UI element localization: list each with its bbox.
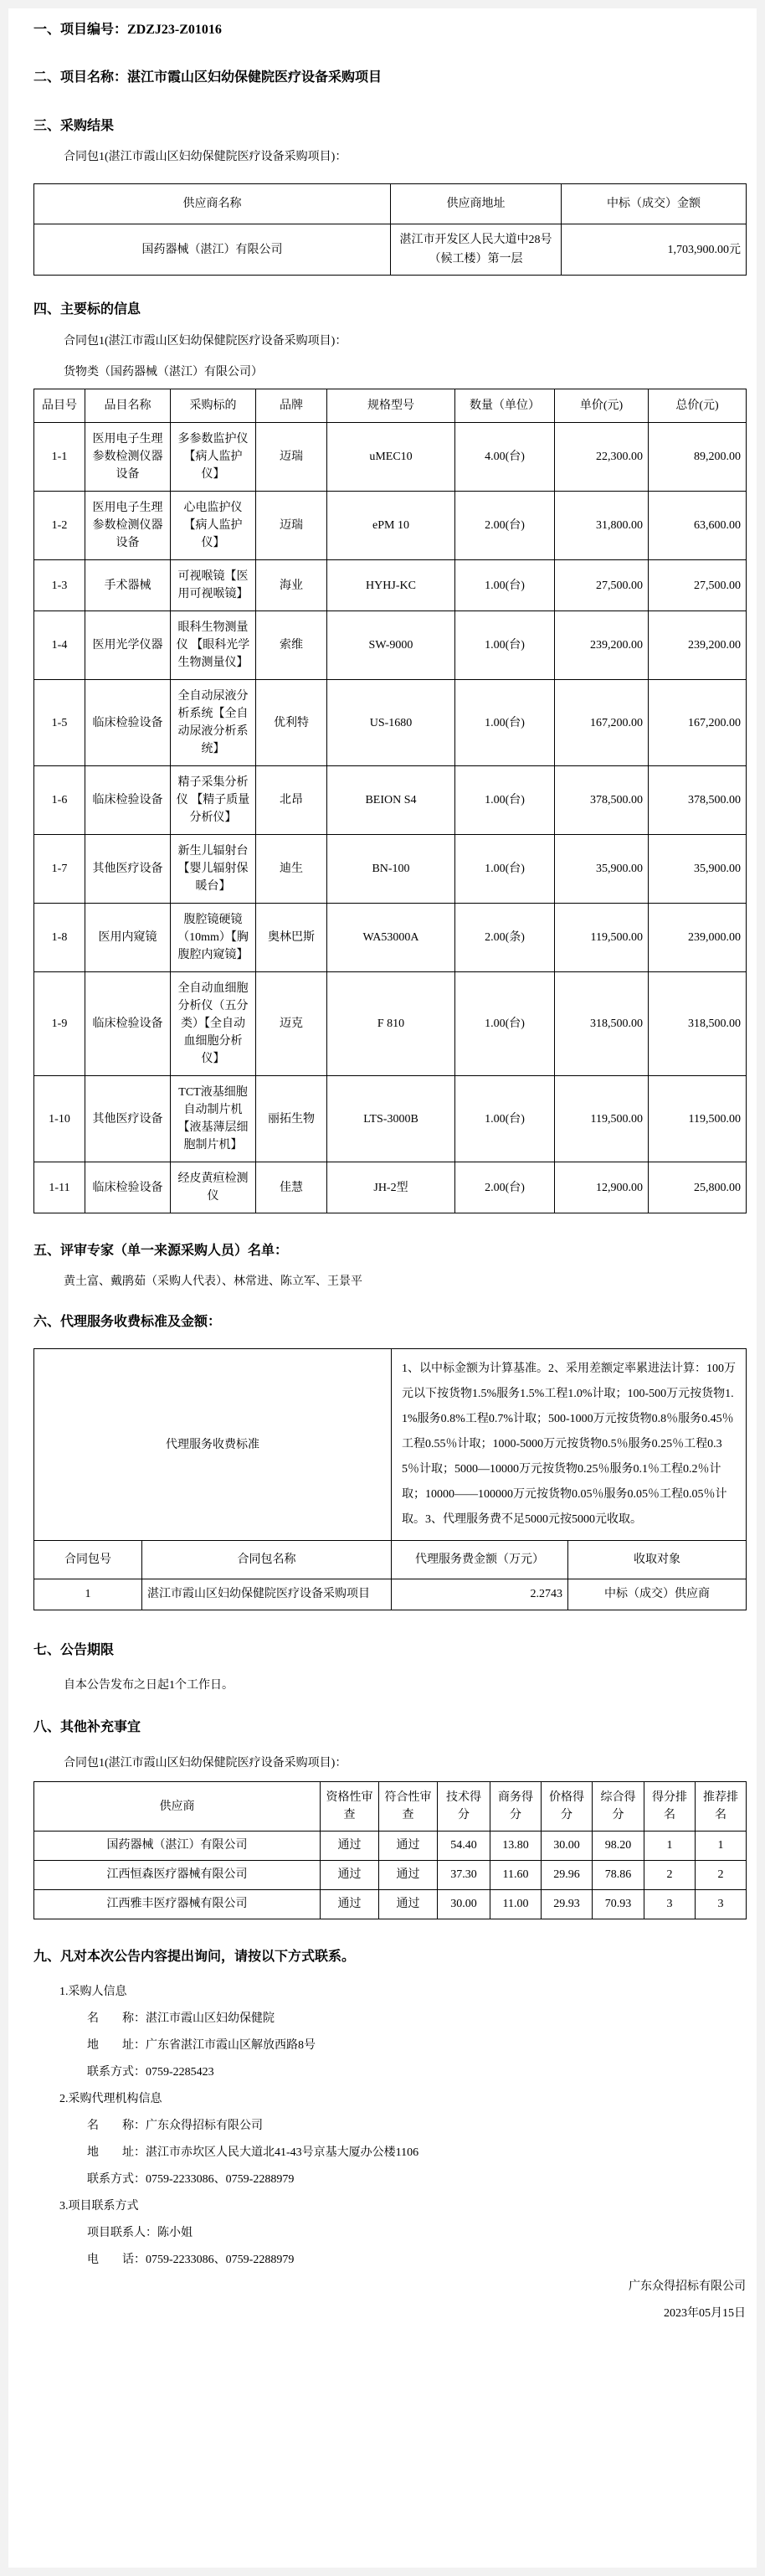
table-header-cell: 总价(元) bbox=[649, 389, 747, 423]
table-cell: 89,200.00 bbox=[649, 423, 747, 492]
contact-section bbox=[33, 1979, 746, 2274]
table-cell: 医用光学仪器 bbox=[85, 611, 171, 680]
table-row bbox=[34, 492, 747, 560]
score-table-header bbox=[34, 1782, 747, 1832]
table-cell: 通过 bbox=[321, 1861, 379, 1890]
table-cell: 1-7 bbox=[34, 835, 85, 904]
section-project-number-heading: 一、项目编号：ZDZJ23-Z01016 bbox=[33, 23, 222, 37]
table-header-cell: 中标（成交）金额 bbox=[562, 184, 747, 224]
table-cell: 12,900.00 bbox=[555, 1162, 649, 1213]
table-cell: 29.96 bbox=[542, 1861, 593, 1890]
table-header-cell: 供应商 bbox=[34, 1782, 321, 1832]
table-row bbox=[34, 184, 747, 224]
table-cell: 国药器械（湛江）有限公司 bbox=[34, 1832, 321, 1861]
table-cell: 70.93 bbox=[593, 1890, 644, 1919]
table-cell: 手术器械 bbox=[85, 560, 171, 611]
table-cell: 湛江市霞山区妇幼保健院医疗设备采购项目 bbox=[142, 1579, 392, 1610]
table-cell: 1 bbox=[644, 1832, 696, 1861]
purchaser-name-label: 名 称： bbox=[87, 2012, 146, 2025]
table-cell: 临床检验设备 bbox=[85, 766, 171, 835]
score-table-body bbox=[34, 1832, 747, 1919]
agency-contact-label: 联系方式： bbox=[87, 2173, 146, 2186]
table-cell: 119,500.00 bbox=[555, 1076, 649, 1162]
purchaser-address-line bbox=[33, 2032, 746, 2059]
table-cell: 腹腔镜硬镜（10mm）【胸腹腔内窥镜】 bbox=[171, 904, 256, 972]
table-header-cell: 品目名称 bbox=[85, 389, 171, 423]
table-cell: 1-4 bbox=[34, 611, 85, 680]
table-cell: 其他医疗设备 bbox=[85, 835, 171, 904]
table-cell: 1-11 bbox=[34, 1162, 85, 1213]
announcement-period-text: 自本公告发布之日起1个工作日。 bbox=[64, 1679, 234, 1692]
table-cell: 全自动尿液分析系统【全自动尿液分析系统】 bbox=[171, 680, 256, 766]
table-cell: 167,200.00 bbox=[555, 680, 649, 766]
project-person-value: 陈小姐 bbox=[157, 2227, 193, 2239]
table-header-cell: 商务得分 bbox=[490, 1782, 542, 1832]
purchaser-contact-line bbox=[33, 2059, 746, 2086]
table-cell: 30.00 bbox=[438, 1890, 490, 1919]
section-experts-heading: 五、评审专家（单一来源采购人员）名单： bbox=[33, 1244, 289, 1258]
table-row bbox=[34, 766, 747, 835]
table-cell: 2.2743 bbox=[392, 1579, 568, 1610]
table-cell: 迪生 bbox=[256, 835, 327, 904]
table-row bbox=[34, 904, 747, 972]
table-cell: 1-3 bbox=[34, 560, 85, 611]
table-row bbox=[34, 1076, 747, 1162]
table-cell: 98.20 bbox=[593, 1832, 644, 1861]
table-cell: 奥林巴斯 bbox=[256, 904, 327, 972]
table-cell: 2.00(台) bbox=[455, 1162, 555, 1213]
table-cell: 医用内窥镜 bbox=[85, 904, 171, 972]
table-cell: 29.93 bbox=[542, 1890, 593, 1919]
table-cell: 临床检验设备 bbox=[85, 680, 171, 766]
fee-standard-text: 1、以中标金额为计算基准。2、采用差额定率累进法计算：100万元以下按货物1.5%服务1.5%工程1.0%计取；100-500万元按货物1.1%服务0.8%工程0.7%计取；500-1000万元按货物0.8％服务0.45％工程0.55％计取；1000-5000万元按货物0.5％服务0.25％工程0.35％计取；5000—10000万元按货物0.25％服务0.1％工程0.2％计取；10000——100000万元按货物0.05％服务0.05％工程0.05％计取。3、代理服务费不足5000元按5000元收取。 bbox=[392, 1349, 747, 1541]
table-header-cell: 采购标的 bbox=[171, 389, 256, 423]
table-cell: 1.00(台) bbox=[455, 972, 555, 1076]
project-phone-value: 0759-2233086、0759-2288979 bbox=[146, 2254, 295, 2266]
table-row bbox=[34, 1890, 747, 1919]
agency-address-line bbox=[33, 2140, 746, 2166]
table-cell: 精子采集分析仪 【精子质量分析仪】 bbox=[171, 766, 256, 835]
agency-name-value: 广东众得招标有限公司 bbox=[146, 2120, 263, 2132]
table-cell: 1-10 bbox=[34, 1076, 85, 1162]
purchaser-info-title: 1.采购人信息 bbox=[59, 1986, 127, 1998]
table-cell: 4.00(台) bbox=[455, 423, 555, 492]
table-cell: 1.00(台) bbox=[455, 766, 555, 835]
table-cell: 1,703,900.00元 bbox=[562, 224, 747, 276]
fee-standard-row bbox=[34, 1349, 747, 1541]
announcement-page bbox=[8, 8, 757, 2568]
table-row bbox=[34, 1861, 747, 1890]
table-header-cell: 数量（单位） bbox=[455, 389, 555, 423]
signature-date: 2023年05月15日 bbox=[664, 2307, 746, 2320]
table-cell: 临床检验设备 bbox=[85, 972, 171, 1076]
table-cell: 1-8 bbox=[34, 904, 85, 972]
table-cell: 1.00(台) bbox=[455, 835, 555, 904]
table-cell: 1.00(台) bbox=[455, 560, 555, 611]
items-table-body bbox=[34, 423, 747, 1213]
table-header-cell: 单价(元) bbox=[555, 389, 649, 423]
section-announcement-period-heading: 七、公告期限 bbox=[33, 1643, 115, 1657]
table-cell: 新生儿辐射台 【婴儿辐射保暖台】 bbox=[171, 835, 256, 904]
fee-table-body bbox=[34, 1579, 747, 1610]
project-person-label: 项目联系人： bbox=[87, 2227, 157, 2239]
section-procurement-result-heading: 三、采购结果 bbox=[33, 119, 115, 133]
purchaser-name-line bbox=[33, 2006, 746, 2032]
table-cell: 1-6 bbox=[34, 766, 85, 835]
agency-contact-value: 0759-2233086、0759-2288979 bbox=[146, 2173, 295, 2186]
agency-info-title: 2.采购代理机构信息 bbox=[59, 2093, 162, 2105]
table-row bbox=[34, 224, 747, 276]
table-cell: 中标（成交）供应商 bbox=[568, 1579, 747, 1610]
supplier-score-table bbox=[33, 1781, 747, 1919]
table-header-cell: 技术得分 bbox=[438, 1782, 490, 1832]
table-cell: BN-100 bbox=[327, 835, 455, 904]
table-cell: 医用电子生理参数检测仪器设备 bbox=[85, 423, 171, 492]
table-cell: 迈瑞 bbox=[256, 423, 327, 492]
table-cell: 多参数监护仪 【病人监护仪】 bbox=[171, 423, 256, 492]
table-cell: 江西恒森医疗器械有限公司 bbox=[34, 1861, 321, 1890]
table-cell: 31,800.00 bbox=[555, 492, 649, 560]
table-cell: 2.00(条) bbox=[455, 904, 555, 972]
table-cell: 11.60 bbox=[490, 1861, 542, 1890]
project-phone-line bbox=[33, 2247, 746, 2274]
table-header-cell: 得分排名 bbox=[644, 1782, 696, 1832]
table-cell: 318,500.00 bbox=[555, 972, 649, 1076]
table-cell: 全自动血细胞分析仪（五分类）【全自动血细胞分析仪】 bbox=[171, 972, 256, 1076]
agency-name-line bbox=[33, 2113, 746, 2140]
table-header-cell: 合同包名称 bbox=[142, 1541, 392, 1579]
table-cell: 通过 bbox=[321, 1832, 379, 1861]
table-row bbox=[34, 680, 747, 766]
table-row bbox=[34, 1162, 747, 1213]
signature-block bbox=[33, 2274, 746, 2327]
table-cell: 通过 bbox=[321, 1890, 379, 1919]
table-cell: 239,200.00 bbox=[555, 611, 649, 680]
table-header-cell: 符合性审查 bbox=[379, 1782, 438, 1832]
table-cell: SW-9000 bbox=[327, 611, 455, 680]
table-row bbox=[34, 1832, 747, 1861]
table-cell: 1.00(台) bbox=[455, 680, 555, 766]
table-row bbox=[34, 423, 747, 492]
table-cell: 1-2 bbox=[34, 492, 85, 560]
table-cell: 37.30 bbox=[438, 1861, 490, 1890]
table-row bbox=[34, 389, 747, 423]
table-cell: 心电监护仪【病人监护仪】 bbox=[171, 492, 256, 560]
project-person-line bbox=[33, 2220, 746, 2247]
project-contact-title: 3.项目联系方式 bbox=[59, 2200, 139, 2213]
table-cell: ePM 10 bbox=[327, 492, 455, 560]
table-row bbox=[34, 835, 747, 904]
table-header-cell: 收取对象 bbox=[568, 1541, 747, 1579]
table-row bbox=[34, 972, 747, 1076]
table-cell: 通过 bbox=[379, 1890, 438, 1919]
table-cell: 2 bbox=[696, 1861, 747, 1890]
table-cell: 佳慧 bbox=[256, 1162, 327, 1213]
items-package-line: 合同包1(湛江市霞山区妇幼保健院医疗设备采购项目)： bbox=[64, 335, 347, 348]
table-header-cell: 品牌 bbox=[256, 389, 327, 423]
table-cell: HYHJ-KC bbox=[327, 560, 455, 611]
agency-name-label: 名 称： bbox=[87, 2120, 146, 2132]
table-cell: 海业 bbox=[256, 560, 327, 611]
table-cell: 27,500.00 bbox=[555, 560, 649, 611]
table-cell: 25,800.00 bbox=[649, 1162, 747, 1213]
purchaser-contact-value: 0759-2285423 bbox=[146, 2066, 214, 2079]
result-package-line: 合同包1(湛江市霞山区妇幼保健院医疗设备采购项目)： bbox=[64, 151, 347, 163]
table-cell: 2.00(台) bbox=[455, 492, 555, 560]
table-cell: 其他医疗设备 bbox=[85, 1076, 171, 1162]
table-cell: US-1680 bbox=[327, 680, 455, 766]
section-project-name-heading: 二、项目名称：湛江市霞山区妇幼保健院医疗设备采购项目 bbox=[33, 70, 382, 85]
table-cell: 1-1 bbox=[34, 423, 85, 492]
table-cell: 318,500.00 bbox=[649, 972, 747, 1076]
table-cell: 湛江市开发区人民大道中28号（候工楼）第一层 bbox=[391, 224, 562, 276]
table-header-cell: 代理服务费金额（万元） bbox=[392, 1541, 568, 1579]
items-table bbox=[33, 389, 747, 1213]
table-row bbox=[34, 1782, 747, 1832]
result-table bbox=[33, 183, 747, 276]
table-cell: 医用电子生理参数检测仪器设备 bbox=[85, 492, 171, 560]
table-cell: 1 bbox=[696, 1832, 747, 1861]
table-cell: 通过 bbox=[379, 1861, 438, 1890]
result-table-body bbox=[34, 224, 747, 276]
table-cell: 迈瑞 bbox=[256, 492, 327, 560]
table-cell: TCT液基细胞自动制片机 【液基薄层细胞制片机】 bbox=[171, 1076, 256, 1162]
agency-contact-line bbox=[33, 2166, 746, 2193]
table-cell: 239,000.00 bbox=[649, 904, 747, 972]
purchaser-name-value: 湛江市霞山区妇幼保健院 bbox=[146, 2012, 275, 2025]
section-agency-fee-heading: 六、代理服务收费标准及金额： bbox=[33, 1315, 222, 1329]
table-cell: JH-2型 bbox=[327, 1162, 455, 1213]
purchaser-address-label: 地 址： bbox=[87, 2039, 146, 2052]
table-cell: 11.00 bbox=[490, 1890, 542, 1919]
table-cell: 1-9 bbox=[34, 972, 85, 1076]
experts-list: 黄土富、戴鹃茹（采购人代表）、林常进、陈立军、王景平 bbox=[64, 1275, 362, 1288]
table-cell: 通过 bbox=[379, 1832, 438, 1861]
table-header-cell: 价格得分 bbox=[542, 1782, 593, 1832]
table-cell: 1-5 bbox=[34, 680, 85, 766]
result-table-header bbox=[34, 184, 747, 224]
signature-company: 广东众得招标有限公司 bbox=[629, 2280, 746, 2293]
table-cell: 378,500.00 bbox=[649, 766, 747, 835]
fee-standard-label: 代理服务收费标准 bbox=[34, 1349, 392, 1541]
table-cell: 35,900.00 bbox=[555, 835, 649, 904]
table-header-cell: 品目号 bbox=[34, 389, 85, 423]
table-header-cell: 规格型号 bbox=[327, 389, 455, 423]
table-cell: 1.00(台) bbox=[455, 1076, 555, 1162]
table-row bbox=[34, 1541, 747, 1579]
items-table-header bbox=[34, 389, 747, 423]
table-cell: 119,500.00 bbox=[555, 904, 649, 972]
table-cell: 迈克 bbox=[256, 972, 327, 1076]
table-cell: 临床检验设备 bbox=[85, 1162, 171, 1213]
table-header-cell: 合同包号 bbox=[34, 1541, 142, 1579]
table-cell: 索维 bbox=[256, 611, 327, 680]
agency-fee-table bbox=[33, 1348, 747, 1610]
section-supplement-heading: 八、其他补充事宜 bbox=[33, 1720, 141, 1734]
table-cell: F 810 bbox=[327, 972, 455, 1076]
table-cell: 378,500.00 bbox=[555, 766, 649, 835]
table-cell: 眼科生物测量仪 【眼科光学生物测量仪】 bbox=[171, 611, 256, 680]
table-cell: 30.00 bbox=[542, 1832, 593, 1861]
table-cell: 1 bbox=[34, 1579, 142, 1610]
project-phone-label: 电 话： bbox=[87, 2254, 146, 2266]
table-cell: 国药器械（湛江）有限公司 bbox=[34, 224, 391, 276]
section-contact-heading: 九、凡对本次公告内容提出询问，请按以下方式联系。 bbox=[33, 1950, 356, 1964]
table-cell: 22,300.00 bbox=[555, 423, 649, 492]
table-row bbox=[34, 560, 747, 611]
table-cell: 丽拓生物 bbox=[256, 1076, 327, 1162]
table-header-cell: 推荐排名 bbox=[696, 1782, 747, 1832]
table-cell: 3 bbox=[696, 1890, 747, 1919]
table-cell: 35,900.00 bbox=[649, 835, 747, 904]
table-row bbox=[34, 611, 747, 680]
table-cell: uMEC10 bbox=[327, 423, 455, 492]
agency-address-value: 湛江市赤坎区人民大道北41-43号京基大厦办公楼1106 bbox=[146, 2146, 419, 2159]
purchaser-address-value: 广东省湛江市霞山区解放西路8号 bbox=[146, 2039, 316, 2052]
table-cell: 优利特 bbox=[256, 680, 327, 766]
agency-address-label: 地 址： bbox=[87, 2146, 146, 2159]
table-cell: 江西雅丰医疗器械有限公司 bbox=[34, 1890, 321, 1919]
items-category-line: 货物类（国药器械（湛江）有限公司） bbox=[64, 366, 263, 379]
table-cell: 63,600.00 bbox=[649, 492, 747, 560]
fee-table-header bbox=[34, 1541, 747, 1579]
table-cell: BEION S4 bbox=[327, 766, 455, 835]
table-cell: 13.80 bbox=[490, 1832, 542, 1861]
table-cell: LTS-3000B bbox=[327, 1076, 455, 1162]
table-cell: 经皮黄疸检测仪 bbox=[171, 1162, 256, 1213]
table-cell: 167,200.00 bbox=[649, 680, 747, 766]
table-cell: 78.86 bbox=[593, 1861, 644, 1890]
section-main-items-heading: 四、主要标的信息 bbox=[33, 302, 141, 317]
table-cell: 2 bbox=[644, 1861, 696, 1890]
table-header-cell: 供应商名称 bbox=[34, 184, 391, 224]
table-cell: WA53000A bbox=[327, 904, 455, 972]
table-cell: 119,500.00 bbox=[649, 1076, 747, 1162]
table-cell: 可视喉镜【医用可视喉镜】 bbox=[171, 560, 256, 611]
table-cell: 北昂 bbox=[256, 766, 327, 835]
table-header-cell: 资格性审查 bbox=[321, 1782, 379, 1832]
table-cell: 3 bbox=[644, 1890, 696, 1919]
supplement-package-line: 合同包1(湛江市霞山区妇幼保健院医疗设备采购项目)： bbox=[64, 1757, 347, 1770]
purchaser-contact-label: 联系方式： bbox=[87, 2066, 146, 2079]
table-cell: 239,200.00 bbox=[649, 611, 747, 680]
table-header-cell: 供应商地址 bbox=[391, 184, 562, 224]
table-cell: 54.40 bbox=[438, 1832, 490, 1861]
table-header-cell: 综合得分 bbox=[593, 1782, 644, 1832]
table-cell: 27,500.00 bbox=[649, 560, 747, 611]
table-row bbox=[34, 1579, 747, 1610]
table-cell: 1.00(台) bbox=[455, 611, 555, 680]
announcement-content bbox=[33, 20, 746, 2327]
